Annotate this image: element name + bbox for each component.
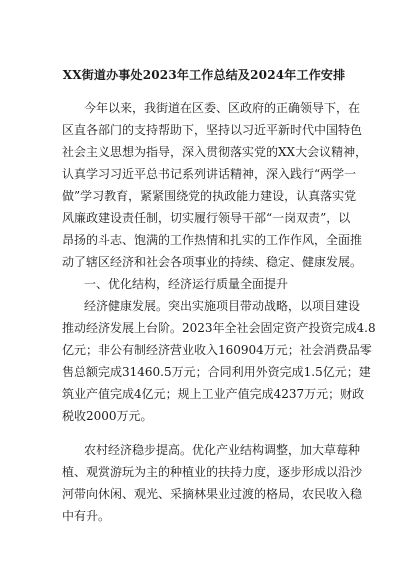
paragraph-1-line-8: 动了辖区经济和社会各项事业的持续、稳定、健康发展。 [62, 255, 363, 269]
paragraph-3-line-3: 河带向休闲、观光、采摘林果业过渡的格局，农民收入稳 [62, 487, 363, 501]
paragraph-1-line-1: 今年以来，我街道在区委、区政府的正确领导下，在 [84, 101, 361, 115]
section-heading-1: 一、优化结构，经济运行质量全面提升 [84, 277, 289, 291]
paragraph-1-line-4: 认真学习习近平总书记系列讲话精神，深入践行“两学一 [62, 167, 357, 181]
paragraph-1-line-6: 风廉政建设责任制，切实履行领导干部“一岗双责”，以 [62, 211, 351, 225]
paragraph-2-line-6: 税收2000万元。 [62, 409, 153, 423]
paragraph-3-line-4: 中有升。 [62, 509, 111, 523]
paragraph-3-line-2: 植、观赏游玩为主的种植业的扶持力度，逐步形成以沿沙 [62, 465, 363, 479]
paragraph-2-line-4: 售总额完成31460.5万元；合同利用外资完成1.5亿元；建 [62, 365, 371, 379]
paragraph-2-line-1: 经济健康发展。突出实施项目带动战略，以项目建设 [84, 299, 361, 313]
paragraph-1-line-7: 昂扬的斗志、饱满的工作热情和扎实的工作作风，全面推 [62, 233, 363, 247]
paragraph-1-line-2: 区直各部门的支持帮助下，坚持以习近平新时代中国特色 [62, 123, 363, 137]
paragraph-1-line-3: 社会主义思想为指导，深入贯彻落实党的XX大会议精神， [62, 145, 368, 159]
paragraph-1-line-5: 做”学习教育，紧紧围绕党的执政能力建设，认真落实党 [62, 189, 357, 203]
paragraph-3-line-1: 农村经济稳步提高。优化产业结构调整，加大草莓种 [84, 443, 361, 457]
paragraph-2-line-5: 筑业产值完成4亿元；规上工业产值完成4237万元；财政 [62, 387, 365, 401]
paragraph-2-line-2: 推动经济发展上台阶。2023年全社会固定资产投资完成4.8 [62, 321, 376, 335]
paragraph-2-line-3: 亿元；非公有制经济营业收入160904万元；社会消费品零 [62, 343, 372, 357]
document-title: XX街道办事处2023年工作总结及2024年工作安排 [62, 68, 346, 82]
